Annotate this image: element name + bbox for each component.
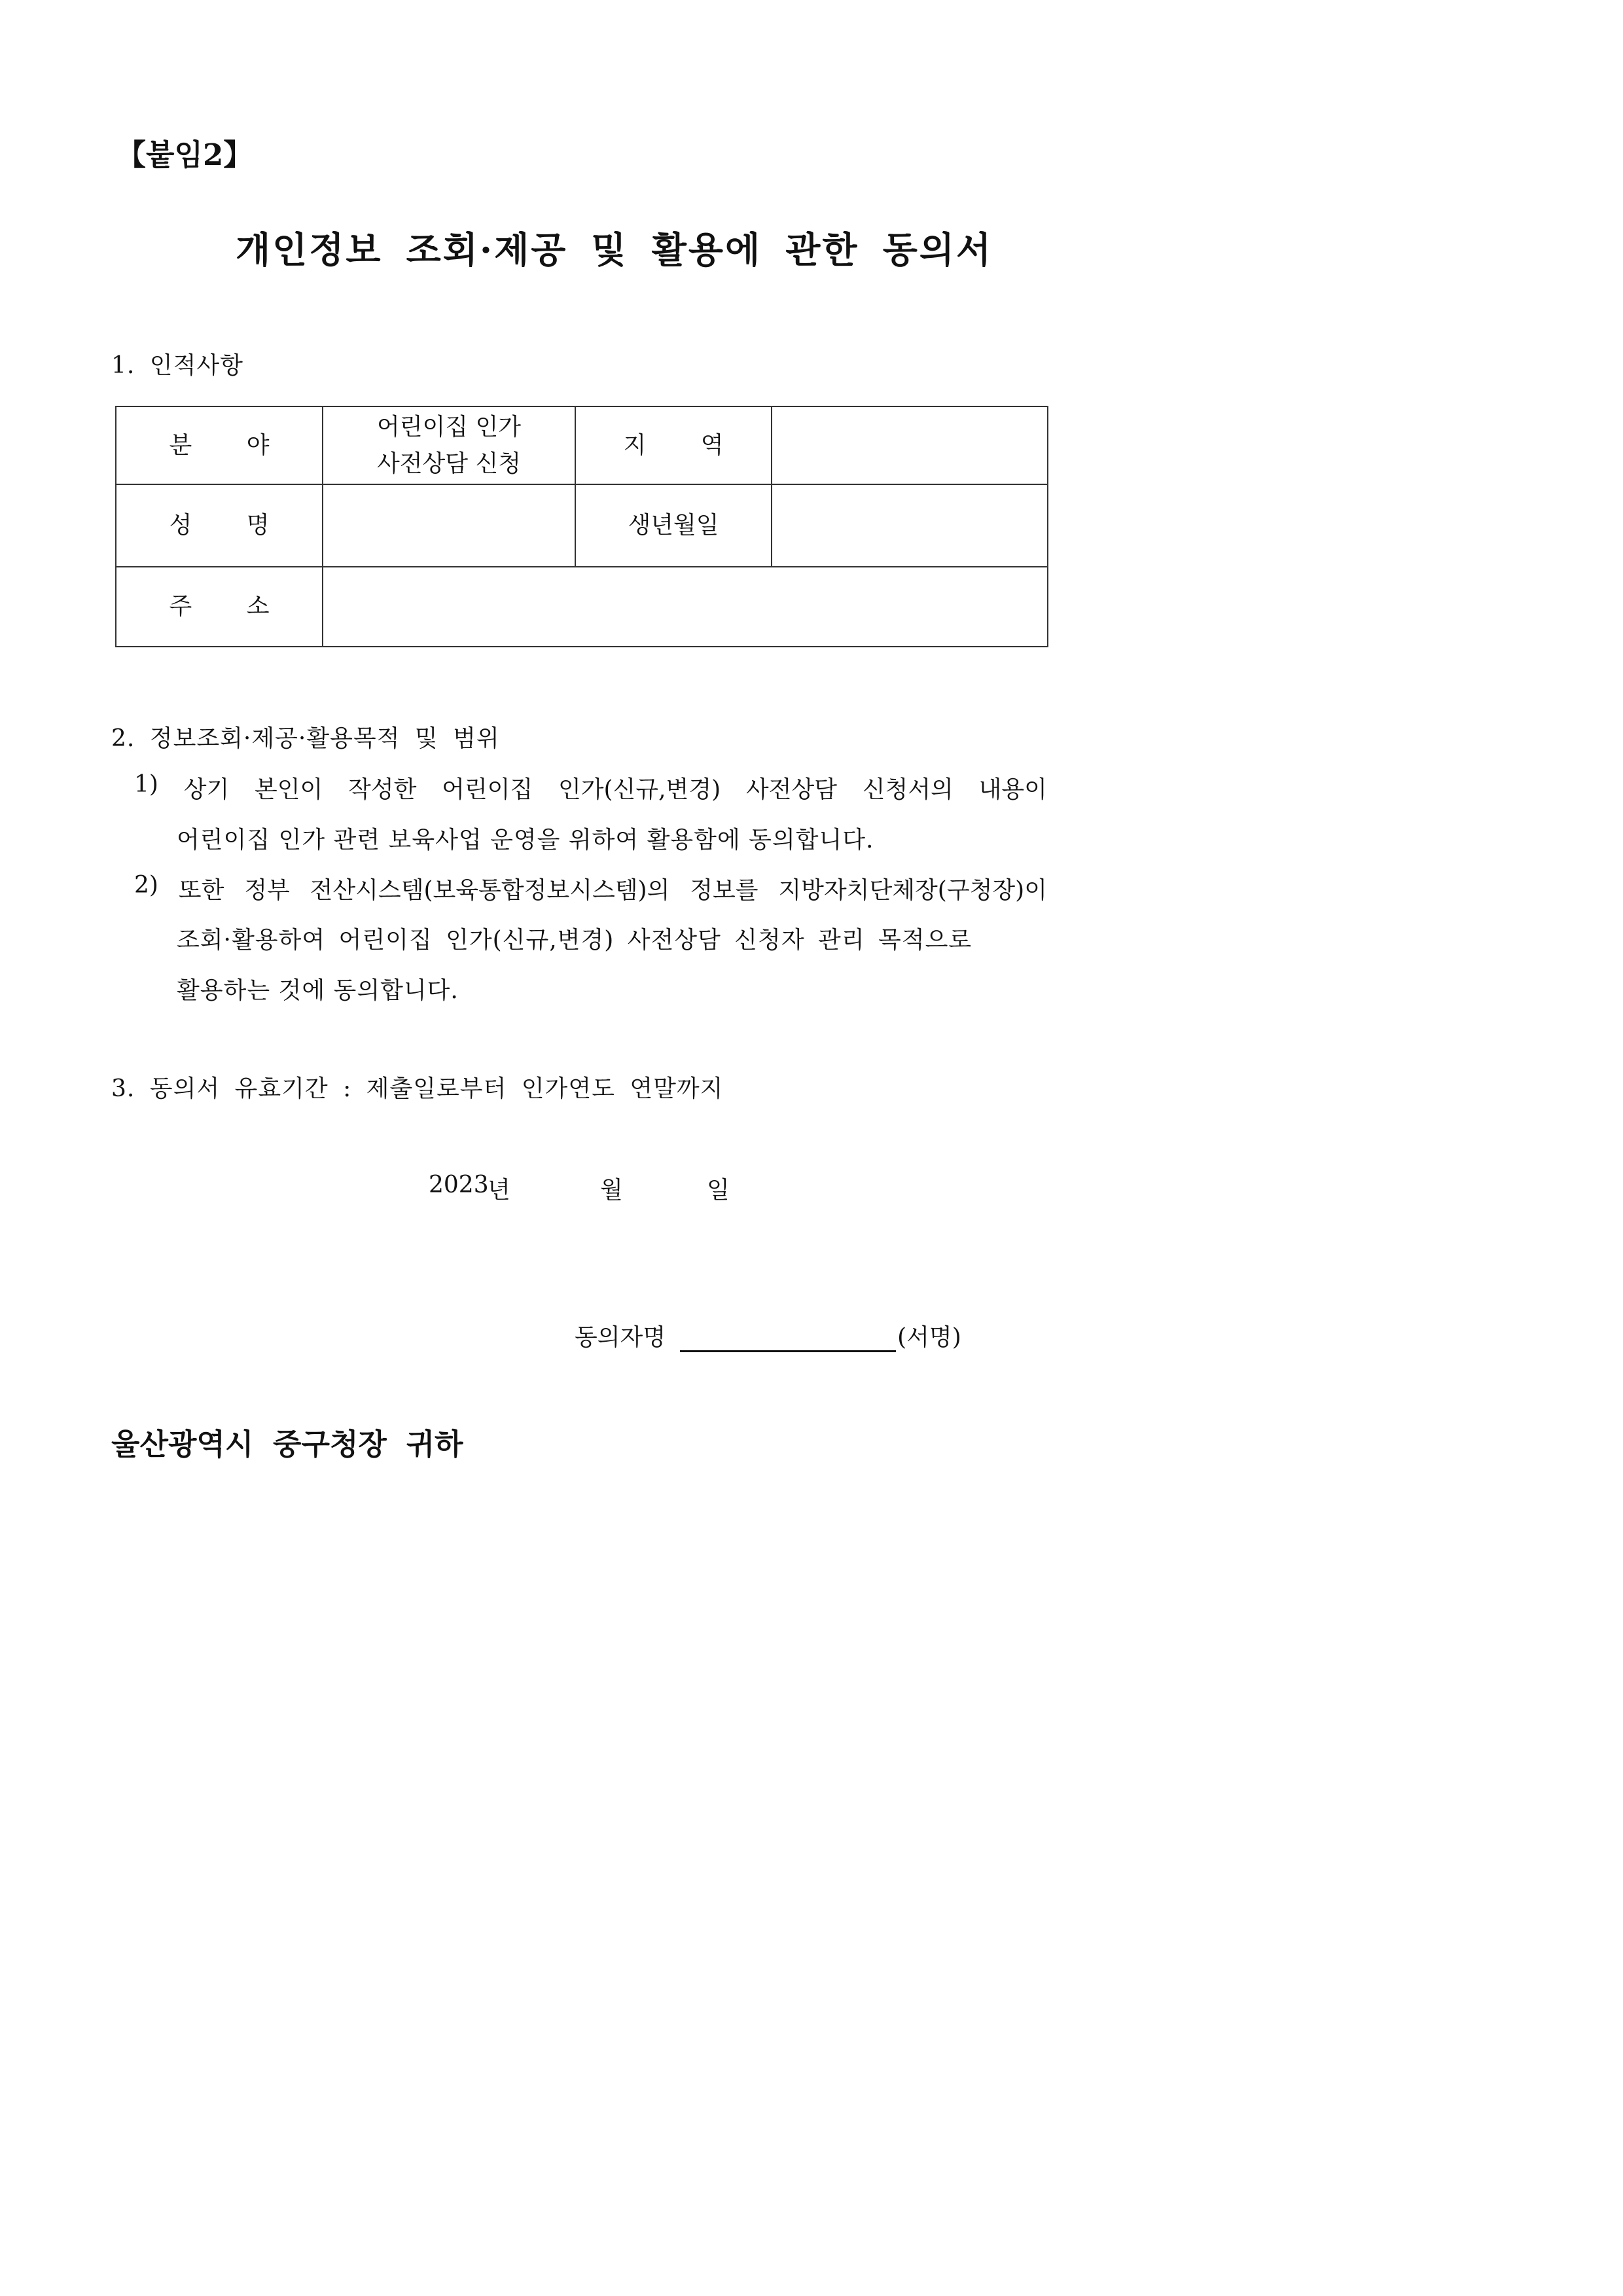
- section2-item1-line2: 어린이집 인가 관련 보육사업 운영을 위하여 활용함에 동의합니다.: [177, 827, 874, 853]
- word: 정부: [244, 877, 290, 904]
- signature-row: [575, 1319, 961, 1352]
- word: 상기: [183, 776, 230, 803]
- region-label: 지 역: [623, 431, 747, 459]
- attachment-label: 【붙임2】: [116, 137, 253, 172]
- section2-item2-line3: 활용하는 것에 동의합니다.: [177, 977, 459, 1004]
- table-row: [116, 406, 1048, 484]
- section3-heading: 3. 동의서 유효기간 : 제출일로부터 인가연도 연말까지: [111, 1075, 724, 1102]
- birth-input-cell[interactable]: [772, 484, 1048, 567]
- document-title: 개인정보 조회·제공 및 활용에 관한 동의서: [236, 228, 993, 271]
- name-input-cell[interactable]: [323, 484, 575, 567]
- personal-info-table: [115, 406, 1048, 647]
- word: 어린이집: [442, 776, 533, 803]
- region-input-cell[interactable]: [772, 406, 1048, 484]
- section2-item2-line2: 조회·활용하여 어린이집 인가(신규,변경) 사전상담 신청자 관리 목적으로: [177, 927, 972, 954]
- name-label-cell: [116, 484, 323, 567]
- region-label-cell: [575, 406, 772, 484]
- date-day-unit: 일: [707, 1177, 730, 1204]
- name-label: 성 명: [169, 512, 293, 539]
- date-month-unit: 월: [600, 1177, 623, 1204]
- address-label: 주 소: [169, 593, 293, 620]
- address-input-cell[interactable]: [323, 567, 1048, 647]
- table-row: [116, 567, 1048, 647]
- section2-item2-line1: [134, 872, 1047, 905]
- word: 지방자치단체장(구청장)이: [778, 877, 1047, 904]
- word: 인가(신규,변경): [558, 776, 721, 803]
- field-value-line2: 사전상담 신청: [376, 450, 522, 477]
- table-row: [116, 484, 1048, 567]
- section1-heading: 1. 인적사항: [111, 352, 243, 379]
- word: 정보를: [690, 877, 758, 904]
- word: 신청서의: [862, 776, 954, 803]
- word: 전산시스템(보육통합정보시스템)의: [310, 877, 670, 904]
- birth-label-cell: [575, 484, 772, 567]
- word: 사전상담: [745, 776, 837, 803]
- signature-label: 동의자명: [575, 1324, 666, 1351]
- section2-item1-line1: [134, 771, 1047, 804]
- date-year-unit: 년: [488, 1177, 510, 1204]
- signature-suffix: (서명): [897, 1324, 961, 1351]
- birth-label: 생년월일: [628, 512, 719, 539]
- word: 2): [134, 872, 158, 899]
- word: 또한: [178, 877, 224, 904]
- word: 작성한: [348, 776, 417, 803]
- date-year: 2023: [429, 1172, 489, 1198]
- section2-heading: 2. 정보조회·제공·활용목적 및 범위: [111, 725, 500, 752]
- word: 1): [134, 771, 158, 798]
- field-label: 분 야: [169, 431, 293, 459]
- word: 내용이: [978, 776, 1047, 803]
- field-label-cell: [116, 406, 323, 484]
- field-value-line1: 어린이집 인가: [376, 413, 522, 440]
- field-value-cell: [323, 406, 575, 484]
- signature-line[interactable]: [680, 1324, 896, 1352]
- addressee: 울산광역시 중구청장 귀하: [111, 1427, 463, 1462]
- word: 본인이: [254, 776, 323, 803]
- address-label-cell: [116, 567, 323, 647]
